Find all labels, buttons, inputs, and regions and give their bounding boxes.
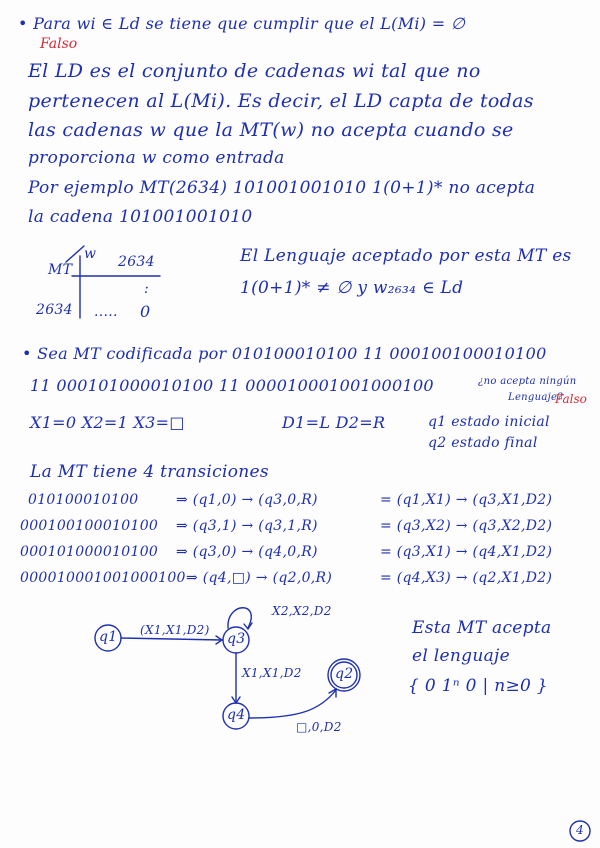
table-cell-dots: .....: [94, 304, 118, 320]
table-column-dots: :: [144, 281, 150, 297]
edge-q3-q4-label: X1,X1,D2: [242, 666, 302, 680]
page-number: 4: [576, 823, 584, 837]
answer-2: Falso: [555, 392, 587, 406]
transition-code: 010100010100: [28, 492, 139, 508]
answer-1: Falso: [40, 36, 78, 52]
explanation-line-4: proporciona w como entrada: [28, 148, 285, 168]
question-1: • Para wi ∈ Ld se tiene que cumplir que el L(Mi) = ∅: [18, 14, 466, 33]
edge-q4-q2-label: □,0,D2: [296, 720, 342, 734]
initial-state-note: q1 estado inicial: [428, 414, 550, 430]
table-column-header: 2634: [118, 254, 155, 270]
loop-q3-label: X2,X2,D2: [272, 604, 332, 618]
transition-code: 000010001001000100: [20, 570, 186, 586]
loop-q3: [228, 608, 251, 628]
table-cell-value: 0: [140, 302, 151, 321]
edge-q4-q2: [249, 690, 336, 718]
side-note-2: Lenguaje?: [508, 392, 563, 403]
table-row-header: 2634: [36, 302, 73, 318]
transition-generic: = (q4,X3) → (q2,X1,D2): [380, 570, 553, 586]
accepted-language: { 0 1ⁿ 0 | n≥0 }: [408, 676, 548, 696]
transition-generic: = (q1,X1) → (q3,X1,D2): [380, 492, 553, 508]
loop-q3-arrowhead: [244, 623, 252, 629]
state-q4-label: q4: [227, 707, 246, 723]
transition-code: 000100100010100: [20, 518, 159, 534]
explanation-line-3: las cadenas w que la MT(w) no acepta cuando se: [28, 119, 514, 141]
example-line-1: Por ejemplo MT(2634) 101001001010 1(0+1)* no acepta: [28, 178, 536, 198]
edge-q1-q3: [121, 638, 222, 640]
transitions-title: La MT tiene 4 transiciones: [30, 462, 269, 482]
transition-rule: ⇒ (q4,□) → (q2,0,R): [186, 570, 333, 586]
conclusion-line-1: Esta MT acepta: [412, 618, 552, 638]
question-2-line-1: • Sea MT codificada por 010100010100 11 000100100010100: [22, 344, 547, 363]
transition-generic: = (q3,X2) → (q3,X2,D2): [380, 518, 553, 534]
edge-q1-q3-label: (X1,X1,D2): [140, 623, 210, 637]
final-state-note: q2 estado final: [428, 435, 538, 451]
table-diagonal-line: [66, 246, 84, 262]
tape-symbols: X1=0 X2=1 X3=□: [30, 413, 185, 432]
conclusion-line-2: el lenguaje: [412, 646, 510, 666]
transition-code: 000101000010100: [20, 544, 159, 560]
state-q3-label: q3: [227, 631, 246, 647]
table-mt-label: MT: [48, 262, 73, 278]
explanation-line-2: pertenecen al L(Mi). Es decir, el LD capta de todas: [28, 90, 534, 112]
state-q1-label: q1: [99, 629, 118, 645]
directions: D1=L D2=R: [282, 413, 386, 432]
transition-rule: ⇒ (q3,1) → (q3,1,R): [176, 518, 318, 534]
state-q2-label: q2: [335, 666, 354, 682]
table-w-label: w: [84, 246, 97, 262]
transition-generic: = (q3,X1) → (q4,X1,D2): [380, 544, 553, 560]
side-note: ¿no acepta ningún: [478, 376, 577, 387]
language-line-2: 1(0+1)* ≠ ∅ y w₂₆₃₄ ∈ Ld: [240, 278, 464, 298]
question-2-line-2: 11 000101000010100 11 000010001001000100: [30, 376, 434, 395]
transition-rule: ⇒ (q3,0) → (q4,0,R): [176, 544, 318, 560]
example-line-2: la cadena 101001001010: [28, 207, 253, 227]
explanation-line-1: El LD es el conjunto de cadenas wi tal que no: [28, 60, 481, 82]
language-line-1: El Lenguaje aceptado por esta MT es: [240, 246, 572, 266]
transition-rule: ⇒ (q1,0) → (q3,0,R): [176, 492, 318, 508]
